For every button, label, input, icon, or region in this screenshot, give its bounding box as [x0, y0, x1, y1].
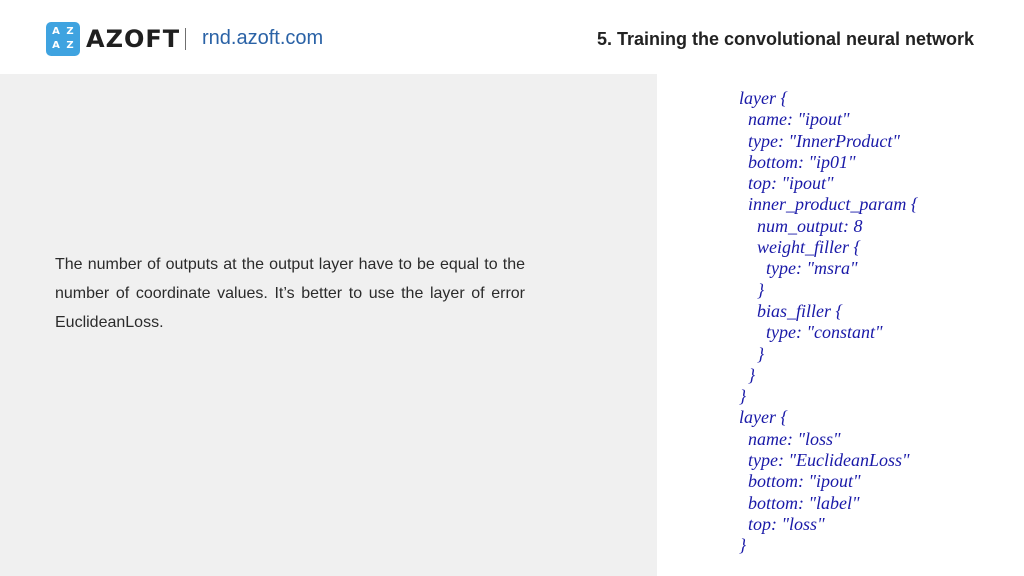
code-line: } — [739, 343, 765, 364]
code-line: layer { — [739, 88, 788, 108]
code-line: num_output: 8 — [739, 215, 863, 236]
code-line: type: "InnerProduct" — [739, 130, 900, 151]
header — [0, 0, 1024, 74]
code-line: bias_filler { — [739, 300, 843, 321]
azoft-logo-icon[interactable] — [46, 22, 80, 56]
code-line: } — [739, 386, 747, 407]
code-line: } — [739, 364, 756, 385]
slide-title: 5. Training the convolutional neural network — [596, 29, 974, 49]
description-text: The number of outputs at the output layer have to be equal to the number of coordinate values. It’s better to use the layer of error EuclideanLoss. — [55, 256, 525, 331]
logo-letter: A — [52, 40, 60, 51]
site-link[interactable]: rnd.azoft.com — [202, 27, 324, 49]
code-line: name: "loss" — [739, 428, 841, 449]
code-line: } — [739, 535, 747, 556]
code-line: layer { — [739, 407, 788, 428]
logo-letter: Z — [66, 40, 74, 51]
code-block — [739, 88, 918, 557]
code-line: bottom: "ip01" — [739, 151, 856, 172]
code-line: type: "constant" — [739, 322, 883, 343]
code-line: bottom: "label" — [739, 492, 860, 513]
code-line: } — [739, 279, 765, 300]
code-line: bottom: "ipout" — [739, 471, 861, 492]
code-line: name: "ipout" — [739, 109, 850, 130]
logo-letter: Z — [66, 26, 74, 37]
code-line: inner_product_param { — [739, 194, 919, 215]
code-line: weight_filler { — [739, 237, 861, 258]
code-line: type: "EuclideanLoss" — [739, 450, 910, 471]
logo-wordmark[interactable]: AZOFT — [86, 25, 181, 53]
code-line: type: "msra" — [739, 258, 858, 279]
logo-letter: A — [52, 26, 60, 37]
header-divider — [185, 28, 186, 50]
code-line: top: "loss" — [739, 513, 825, 534]
code-line: top: "ipout" — [739, 173, 834, 194]
